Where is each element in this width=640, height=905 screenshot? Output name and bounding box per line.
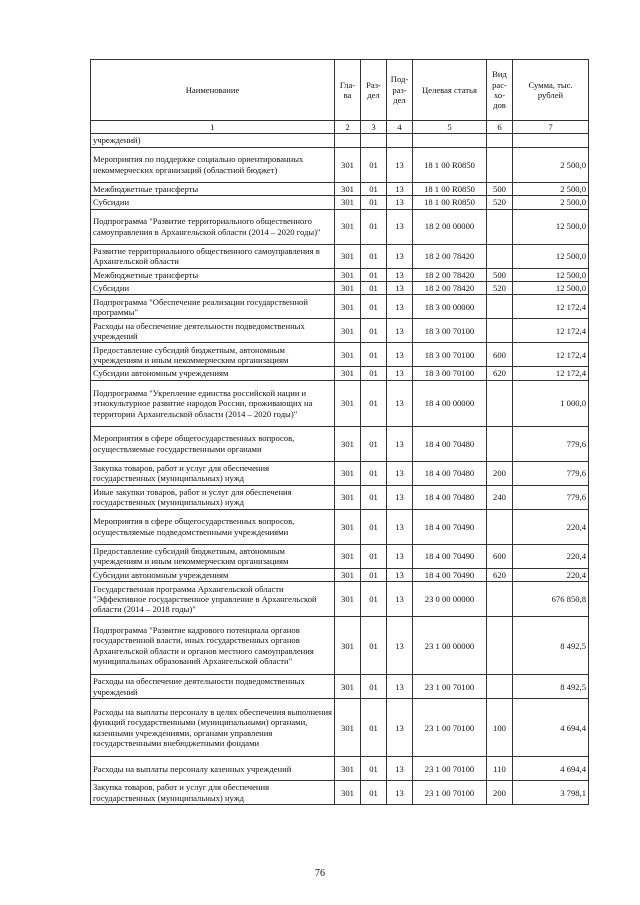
header-row [91, 60, 589, 121]
row-target-article-cell: 18 4 00 70490 [413, 568, 487, 581]
row-razdel-cell: 01 [361, 699, 387, 757]
column-number: 4 [387, 121, 413, 134]
row-name-cell: Развитие территориального общественного самоуправления в Архангельской области [91, 244, 335, 268]
row-razdel-cell: 01 [361, 675, 387, 699]
row-expense-type-cell: 620 [487, 367, 513, 380]
row-glava-cell: 301 [335, 295, 361, 319]
row-glava-cell: 301 [335, 485, 361, 509]
table-row [91, 485, 589, 509]
row-expense-type-cell: 500 [487, 268, 513, 281]
row-glava-cell: 301 [335, 757, 361, 781]
row-expense-type-cell: 240 [487, 485, 513, 509]
row-podrazdel-cell: 13 [387, 268, 413, 281]
row-target-article-cell: 23 0 00 00000 [413, 582, 487, 617]
row-name-cell: Расходы на выплаты персоналу казенных учреждений [91, 757, 335, 781]
page-number: 76 [315, 868, 325, 879]
table-row [91, 461, 589, 485]
row-expense-type-cell: 110 [487, 757, 513, 781]
row-expense-type-cell: 600 [487, 343, 513, 367]
column-number: 3 [361, 121, 387, 134]
row-razdel-cell: 01 [361, 380, 387, 426]
row-sum-cell: 12 172,4 [513, 295, 589, 319]
row-name-cell: учреждений) [91, 134, 335, 147]
row-name-cell: Предоставление субсидий бюджетным, автономным учреждениям и иным некоммерческим организациям [91, 544, 335, 568]
row-expense-type-cell: 200 [487, 781, 513, 805]
row-glava-cell: 301 [335, 182, 361, 195]
row-target-article-cell: 23 1 00 70100 [413, 757, 487, 781]
row-target-article-cell: 18 4 00 70480 [413, 426, 487, 461]
header-target-article: Целевая статья [413, 60, 487, 121]
row-razdel-cell: 01 [361, 367, 387, 380]
row-razdel-cell [361, 134, 387, 147]
row-razdel-cell: 01 [361, 268, 387, 281]
row-target-article-cell: 23 1 00 00000 [413, 617, 487, 675]
row-glava-cell: 301 [335, 568, 361, 581]
row-target-article-cell: 23 1 00 70100 [413, 675, 487, 699]
row-target-article-cell: 18 3 00 70100 [413, 343, 487, 367]
row-razdel-cell: 01 [361, 319, 387, 343]
header-podrazdel: Под-раз-дел [387, 60, 413, 121]
row-target-article-cell: 18 3 00 00000 [413, 295, 487, 319]
column-number: 5 [413, 121, 487, 134]
table-row [91, 675, 589, 699]
row-razdel-cell: 01 [361, 209, 387, 244]
row-sum-cell: 2 500,0 [513, 147, 589, 182]
row-expense-type-cell [487, 319, 513, 343]
row-glava-cell: 301 [335, 244, 361, 268]
row-name-cell: Подпрограмма "Укрепление единства российской нации и этнокультурное развитие народов России, проживающих на территории Архангельской области (2014 – 2020 годы)" [91, 380, 335, 426]
row-sum-cell: 8 492,5 [513, 675, 589, 699]
row-podrazdel-cell: 13 [387, 568, 413, 581]
row-podrazdel-cell: 13 [387, 209, 413, 244]
row-sum-cell: 8 492,5 [513, 617, 589, 675]
table-row [91, 147, 589, 182]
row-podrazdel-cell: 13 [387, 509, 413, 544]
row-sum-cell: 12 500,0 [513, 209, 589, 244]
row-name-cell: Подпрограмма "Развитие территориального общественного самоуправления в Архангельской области (2014 – 2020 годы)" [91, 209, 335, 244]
row-glava-cell [335, 134, 361, 147]
row-target-article-cell: 18 2 00 78420 [413, 282, 487, 295]
row-podrazdel-cell: 13 [387, 781, 413, 805]
row-sum-cell: 220,4 [513, 568, 589, 581]
row-razdel-cell: 01 [361, 147, 387, 182]
row-expense-type-cell: 520 [487, 196, 513, 209]
table-row [91, 781, 589, 805]
row-name-cell: Государственная программа Архангельской области "Эффективное государственное управление в Архангельской области (2014 – 2018 годы)" [91, 582, 335, 617]
row-target-article-cell: 18 4 00 70490 [413, 509, 487, 544]
column-number-row [91, 121, 589, 134]
table-row [91, 268, 589, 281]
row-name-cell: Закупка товаров, работ и услуг для обеспечения государственных (муниципальных) нужд [91, 781, 335, 805]
row-podrazdel-cell: 13 [387, 380, 413, 426]
row-razdel-cell: 01 [361, 282, 387, 295]
row-glava-cell: 301 [335, 268, 361, 281]
row-target-article-cell: 18 2 00 78420 [413, 268, 487, 281]
table-row [91, 134, 589, 147]
row-sum-cell: 676 850,8 [513, 582, 589, 617]
row-podrazdel-cell: 13 [387, 319, 413, 343]
row-podrazdel-cell: 13 [387, 675, 413, 699]
row-expense-type-cell [487, 147, 513, 182]
row-name-cell: Межбюджетные трансферты [91, 268, 335, 281]
table-row [91, 295, 589, 319]
table-row [91, 343, 589, 367]
header-glava: Гла-ва [335, 60, 361, 121]
row-razdel-cell: 01 [361, 757, 387, 781]
row-name-cell: Субсидии автономным учреждениям [91, 367, 335, 380]
row-name-cell: Расходы на обеспечение деятельности подведомственных учреждений [91, 675, 335, 699]
row-name-cell: Субсидии [91, 282, 335, 295]
row-glava-cell: 301 [335, 617, 361, 675]
row-glava-cell: 301 [335, 781, 361, 805]
row-name-cell: Подпрограмма "Обеспечение реализации государственной программы" [91, 295, 335, 319]
row-sum-cell: 220,4 [513, 544, 589, 568]
row-glava-cell: 301 [335, 675, 361, 699]
row-sum-cell: 12 500,0 [513, 268, 589, 281]
row-glava-cell: 301 [335, 343, 361, 367]
row-razdel-cell: 01 [361, 485, 387, 509]
row-sum-cell: 220,4 [513, 509, 589, 544]
row-target-article-cell: 23 1 00 70100 [413, 781, 487, 805]
row-expense-type-cell [487, 675, 513, 699]
row-sum-cell: 12 500,0 [513, 244, 589, 268]
row-expense-type-cell: 100 [487, 699, 513, 757]
row-podrazdel-cell [387, 134, 413, 147]
table-body [91, 134, 589, 805]
row-name-cell: Мероприятия в сфере общегосударственных вопросов, осуществляемые подведомственными учреждениями [91, 509, 335, 544]
row-podrazdel-cell: 13 [387, 485, 413, 509]
row-target-article-cell: 18 4 00 70490 [413, 544, 487, 568]
row-razdel-cell: 01 [361, 509, 387, 544]
table-row [91, 617, 589, 675]
row-sum-cell: 2 500,0 [513, 196, 589, 209]
row-glava-cell: 301 [335, 461, 361, 485]
row-sum-cell: 4 694,4 [513, 699, 589, 757]
row-sum-cell: 2 500,0 [513, 182, 589, 195]
row-razdel-cell: 01 [361, 196, 387, 209]
column-number: 6 [487, 121, 513, 134]
table-row [91, 568, 589, 581]
row-razdel-cell: 01 [361, 781, 387, 805]
row-target-article-cell: 18 1 00 R0850 [413, 196, 487, 209]
row-podrazdel-cell: 13 [387, 182, 413, 195]
row-name-cell: Субсидии автономным учреждениям [91, 568, 335, 581]
row-expense-type-cell [487, 509, 513, 544]
row-name-cell: Расходы на обеспечение деятельности подведомственных учреждений [91, 319, 335, 343]
table-row [91, 582, 589, 617]
table-row [91, 509, 589, 544]
row-sum-cell: 779,6 [513, 461, 589, 485]
row-glava-cell: 301 [335, 147, 361, 182]
row-name-cell: Расходы на выплаты персоналу в целях обеспечения выполнения функций государственными (муниципальными) органами, казенными учреждениями, органами управления государственными внебюджетными фондами [91, 699, 335, 757]
row-sum-cell: 779,6 [513, 426, 589, 461]
table-row [91, 367, 589, 380]
row-podrazdel-cell: 13 [387, 244, 413, 268]
row-razdel-cell: 01 [361, 461, 387, 485]
row-expense-type-cell: 200 [487, 461, 513, 485]
row-sum-cell [513, 134, 589, 147]
column-number: 2 [335, 121, 361, 134]
row-glava-cell: 301 [335, 582, 361, 617]
row-razdel-cell: 01 [361, 426, 387, 461]
table-row [91, 699, 589, 757]
column-number: 1 [91, 121, 335, 134]
row-podrazdel-cell: 13 [387, 196, 413, 209]
row-name-cell: Подпрограмма "Развитие кадрового потенциала органов государственной власти, иных государственных органов Архангельской области и органов местного самоуправления муниципальных образований Архангельской области" [91, 617, 335, 675]
table-row [91, 209, 589, 244]
row-target-article-cell: 18 1 00 R0850 [413, 182, 487, 195]
table-row [91, 244, 589, 268]
row-podrazdel-cell: 13 [387, 544, 413, 568]
row-podrazdel-cell: 13 [387, 147, 413, 182]
row-razdel-cell: 01 [361, 582, 387, 617]
table-row [91, 544, 589, 568]
row-glava-cell: 301 [335, 544, 361, 568]
row-podrazdel-cell: 13 [387, 282, 413, 295]
row-expense-type-cell: 520 [487, 282, 513, 295]
row-target-article-cell: 18 3 00 70100 [413, 367, 487, 380]
row-glava-cell: 301 [335, 282, 361, 295]
table-row [91, 757, 589, 781]
row-glava-cell: 301 [335, 319, 361, 343]
row-sum-cell: 12 500,0 [513, 282, 589, 295]
header-name: Наименование [91, 60, 335, 121]
row-sum-cell: 3 798,1 [513, 781, 589, 805]
row-glava-cell: 301 [335, 196, 361, 209]
row-name-cell: Межбюджетные трансферты [91, 182, 335, 195]
row-glava-cell: 301 [335, 380, 361, 426]
row-sum-cell: 779,6 [513, 485, 589, 509]
row-podrazdel-cell: 13 [387, 343, 413, 367]
row-sum-cell: 12 172,4 [513, 343, 589, 367]
row-expense-type-cell [487, 134, 513, 147]
row-target-article-cell: 18 2 00 00000 [413, 209, 487, 244]
row-target-article-cell: 23 1 00 70100 [413, 699, 487, 757]
row-name-cell: Закупка товаров, работ и услуг для обеспечения государственных (муниципальных) нужд [91, 461, 335, 485]
row-sum-cell: 1 000,0 [513, 380, 589, 426]
row-podrazdel-cell: 13 [387, 582, 413, 617]
row-razdel-cell: 01 [361, 568, 387, 581]
row-razdel-cell: 01 [361, 343, 387, 367]
row-name-cell: Иные закупки товаров, работ и услуг для обеспечения государственных (муниципальных) нужд [91, 485, 335, 509]
row-target-article-cell: 18 4 00 70480 [413, 485, 487, 509]
row-glava-cell: 301 [335, 509, 361, 544]
row-expense-type-cell [487, 244, 513, 268]
row-razdel-cell: 01 [361, 182, 387, 195]
row-razdel-cell: 01 [361, 295, 387, 319]
row-sum-cell: 12 172,4 [513, 367, 589, 380]
table-row [91, 426, 589, 461]
row-sum-cell: 12 172,4 [513, 319, 589, 343]
row-podrazdel-cell: 13 [387, 367, 413, 380]
row-razdel-cell: 01 [361, 617, 387, 675]
row-expense-type-cell [487, 209, 513, 244]
row-target-article-cell: 18 4 00 00000 [413, 380, 487, 426]
row-target-article-cell: 18 2 00 78420 [413, 244, 487, 268]
row-podrazdel-cell: 13 [387, 461, 413, 485]
row-expense-type-cell [487, 380, 513, 426]
header-razdel: Раз-дел [361, 60, 387, 121]
budget-table [90, 59, 589, 805]
row-expense-type-cell: 500 [487, 182, 513, 195]
row-expense-type-cell [487, 582, 513, 617]
row-sum-cell: 4 694,4 [513, 757, 589, 781]
row-expense-type-cell [487, 617, 513, 675]
column-number: 7 [513, 121, 589, 134]
row-name-cell: Мероприятия в сфере общегосударственных вопросов, осуществляемые государственными органами [91, 426, 335, 461]
row-glava-cell: 301 [335, 699, 361, 757]
row-podrazdel-cell: 13 [387, 426, 413, 461]
row-target-article-cell: 18 1 00 R0850 [413, 147, 487, 182]
table-row [91, 380, 589, 426]
row-glava-cell: 301 [335, 209, 361, 244]
row-podrazdel-cell: 13 [387, 699, 413, 757]
row-name-cell: Мероприятия по поддержке социально ориентированных некоммерческих организаций (областной бюджет) [91, 147, 335, 182]
row-target-article-cell: 18 3 00 70100 [413, 319, 487, 343]
row-podrazdel-cell: 13 [387, 617, 413, 675]
table-row [91, 319, 589, 343]
row-razdel-cell: 01 [361, 244, 387, 268]
header-sum: Сумма, тыс. рублей [513, 60, 589, 121]
row-expense-type-cell: 600 [487, 544, 513, 568]
row-expense-type-cell [487, 426, 513, 461]
table-row [91, 196, 589, 209]
row-target-article-cell [413, 134, 487, 147]
row-name-cell: Предоставление субсидий бюджетным, автономным учреждениям и иным некоммерческим организациям [91, 343, 335, 367]
row-name-cell: Субсидии [91, 196, 335, 209]
table-row [91, 182, 589, 195]
row-podrazdel-cell: 13 [387, 295, 413, 319]
row-podrazdel-cell: 13 [387, 757, 413, 781]
row-target-article-cell: 18 4 00 70480 [413, 461, 487, 485]
table-row [91, 282, 589, 295]
row-expense-type-cell [487, 295, 513, 319]
row-glava-cell: 301 [335, 367, 361, 380]
row-glava-cell: 301 [335, 426, 361, 461]
header-expense-type: Вид рас-хо-дов [487, 60, 513, 121]
row-expense-type-cell: 620 [487, 568, 513, 581]
row-razdel-cell: 01 [361, 544, 387, 568]
